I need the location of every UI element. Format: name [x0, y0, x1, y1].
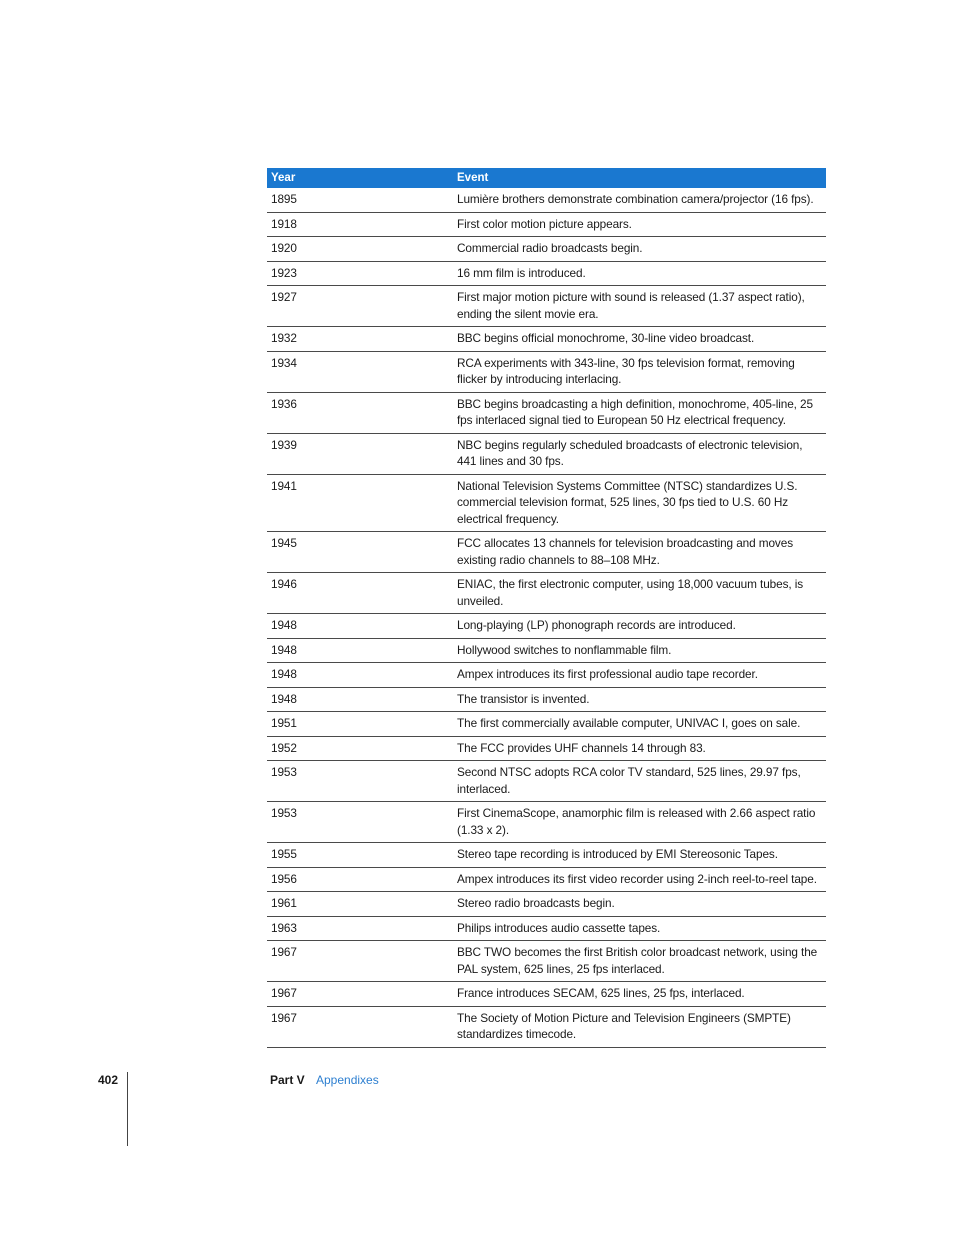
- year-cell: 1934: [267, 351, 453, 392]
- event-cell: First CinemaScope, anamorphic film is released with 2.66 aspect ratio (1.33 x 2).: [453, 802, 826, 843]
- event-cell: Commercial radio broadcasts begin.: [453, 237, 826, 262]
- year-cell: 1918: [267, 212, 453, 237]
- table-row: [267, 474, 826, 532]
- footer-divider: [127, 1072, 128, 1146]
- year-cell: 1967: [267, 1006, 453, 1047]
- table-row: [267, 663, 826, 688]
- event-cell: National Television Systems Committee (NTSC) standardizes U.S. commercial television format, 525 lines, 30 fps tied to U.S. 60 Hz electrical frequency.: [453, 474, 826, 532]
- year-cell: 1948: [267, 663, 453, 688]
- table-row: [267, 573, 826, 614]
- table-row: [267, 941, 826, 982]
- year-cell: 1963: [267, 916, 453, 941]
- section-title-link[interactable]: Appendixes: [316, 1073, 379, 1087]
- table-row: [267, 327, 826, 352]
- event-cell: RCA experiments with 343-line, 30 fps television format, removing flicker by introducing interlacing.: [453, 351, 826, 392]
- table-row: [267, 433, 826, 474]
- table-row: [267, 392, 826, 433]
- table-row: [267, 351, 826, 392]
- table-header: [267, 168, 826, 188]
- year-cell: 1951: [267, 712, 453, 737]
- event-cell: First color motion picture appears.: [453, 212, 826, 237]
- table-row: [267, 286, 826, 327]
- timeline-table: [267, 168, 826, 1048]
- event-cell: BBC begins broadcasting a high definition, monochrome, 405-line, 25 fps interlaced signal tied to European 50 Hz electrical frequency.: [453, 392, 826, 433]
- part-label: Part V: [270, 1073, 305, 1087]
- event-column-header: Event: [453, 168, 826, 188]
- event-cell: 16 mm film is introduced.: [453, 261, 826, 286]
- event-cell: ENIAC, the first electronic computer, using 18,000 vacuum tubes, is unveiled.: [453, 573, 826, 614]
- event-cell: FCC allocates 13 channels for television broadcasting and moves existing radio channels to 88–108 MHz.: [453, 532, 826, 573]
- table-row: [267, 761, 826, 802]
- event-cell: Ampex introduces its first professional audio tape recorder.: [453, 663, 826, 688]
- year-cell: 1967: [267, 982, 453, 1007]
- event-cell: The FCC provides UHF channels 14 through 83.: [453, 736, 826, 761]
- table-row: [267, 867, 826, 892]
- table-row: [267, 638, 826, 663]
- event-cell: The first commercially available computer, UNIVAC I, goes on sale.: [453, 712, 826, 737]
- year-column-header: Year: [267, 168, 453, 188]
- year-cell: 1945: [267, 532, 453, 573]
- event-cell: Stereo radio broadcasts begin.: [453, 892, 826, 917]
- event-cell: Lumière brothers demonstrate combination camera/projector (16 fps).: [453, 188, 826, 212]
- table-row: [267, 916, 826, 941]
- year-cell: 1939: [267, 433, 453, 474]
- event-cell: Stereo tape recording is introduced by EMI Stereosonic Tapes.: [453, 843, 826, 868]
- table-body: [267, 188, 826, 1047]
- event-cell: NBC begins regularly scheduled broadcasts of electronic television, 441 lines and 30 fps.: [453, 433, 826, 474]
- table-row: [267, 982, 826, 1007]
- year-cell: 1948: [267, 614, 453, 639]
- table-row: [267, 736, 826, 761]
- year-cell: 1956: [267, 867, 453, 892]
- table-row: [267, 212, 826, 237]
- event-cell: France introduces SECAM, 625 lines, 25 fps, interlaced.: [453, 982, 826, 1007]
- year-cell: 1955: [267, 843, 453, 868]
- event-cell: Ampex introduces its first video recorder using 2-inch reel-to-reel tape.: [453, 867, 826, 892]
- event-cell: First major motion picture with sound is released (1.37 aspect ratio), ending the silent movie era.: [453, 286, 826, 327]
- table-row: [267, 532, 826, 573]
- year-cell: 1953: [267, 761, 453, 802]
- table-row: [267, 1006, 826, 1047]
- event-cell: Philips introduces audio cassette tapes.: [453, 916, 826, 941]
- year-cell: 1946: [267, 573, 453, 614]
- event-cell: BBC TWO becomes the first British color broadcast network, using the PAL system, 625 lines, 25 fps interlaced.: [453, 941, 826, 982]
- event-cell: Second NTSC adopts RCA color TV standard, 525 lines, 29.97 fps, interlaced.: [453, 761, 826, 802]
- table-row: [267, 712, 826, 737]
- year-cell: 1948: [267, 687, 453, 712]
- table-row: [267, 261, 826, 286]
- year-cell: 1932: [267, 327, 453, 352]
- event-cell: The Society of Motion Picture and Television Engineers (SMPTE) standardizes timecode.: [453, 1006, 826, 1047]
- event-cell: Long-playing (LP) phonograph records are introduced.: [453, 614, 826, 639]
- table-row: [267, 843, 826, 868]
- year-cell: 1967: [267, 941, 453, 982]
- event-cell: Hollywood switches to nonflammable film.: [453, 638, 826, 663]
- year-cell: 1895: [267, 188, 453, 212]
- table-row: [267, 892, 826, 917]
- year-cell: 1941: [267, 474, 453, 532]
- event-cell: The transistor is invented.: [453, 687, 826, 712]
- year-cell: 1927: [267, 286, 453, 327]
- table-row: [267, 614, 826, 639]
- year-cell: 1923: [267, 261, 453, 286]
- year-cell: 1961: [267, 892, 453, 917]
- year-cell: 1952: [267, 736, 453, 761]
- table-row: [267, 802, 826, 843]
- year-cell: 1953: [267, 802, 453, 843]
- table-row: [267, 188, 826, 212]
- event-cell: BBC begins official monochrome, 30-line video broadcast.: [453, 327, 826, 352]
- year-cell: 1948: [267, 638, 453, 663]
- table-row: [267, 237, 826, 262]
- table-row: [267, 687, 826, 712]
- year-cell: 1936: [267, 392, 453, 433]
- page-number: 402: [98, 1073, 119, 1087]
- year-cell: 1920: [267, 237, 453, 262]
